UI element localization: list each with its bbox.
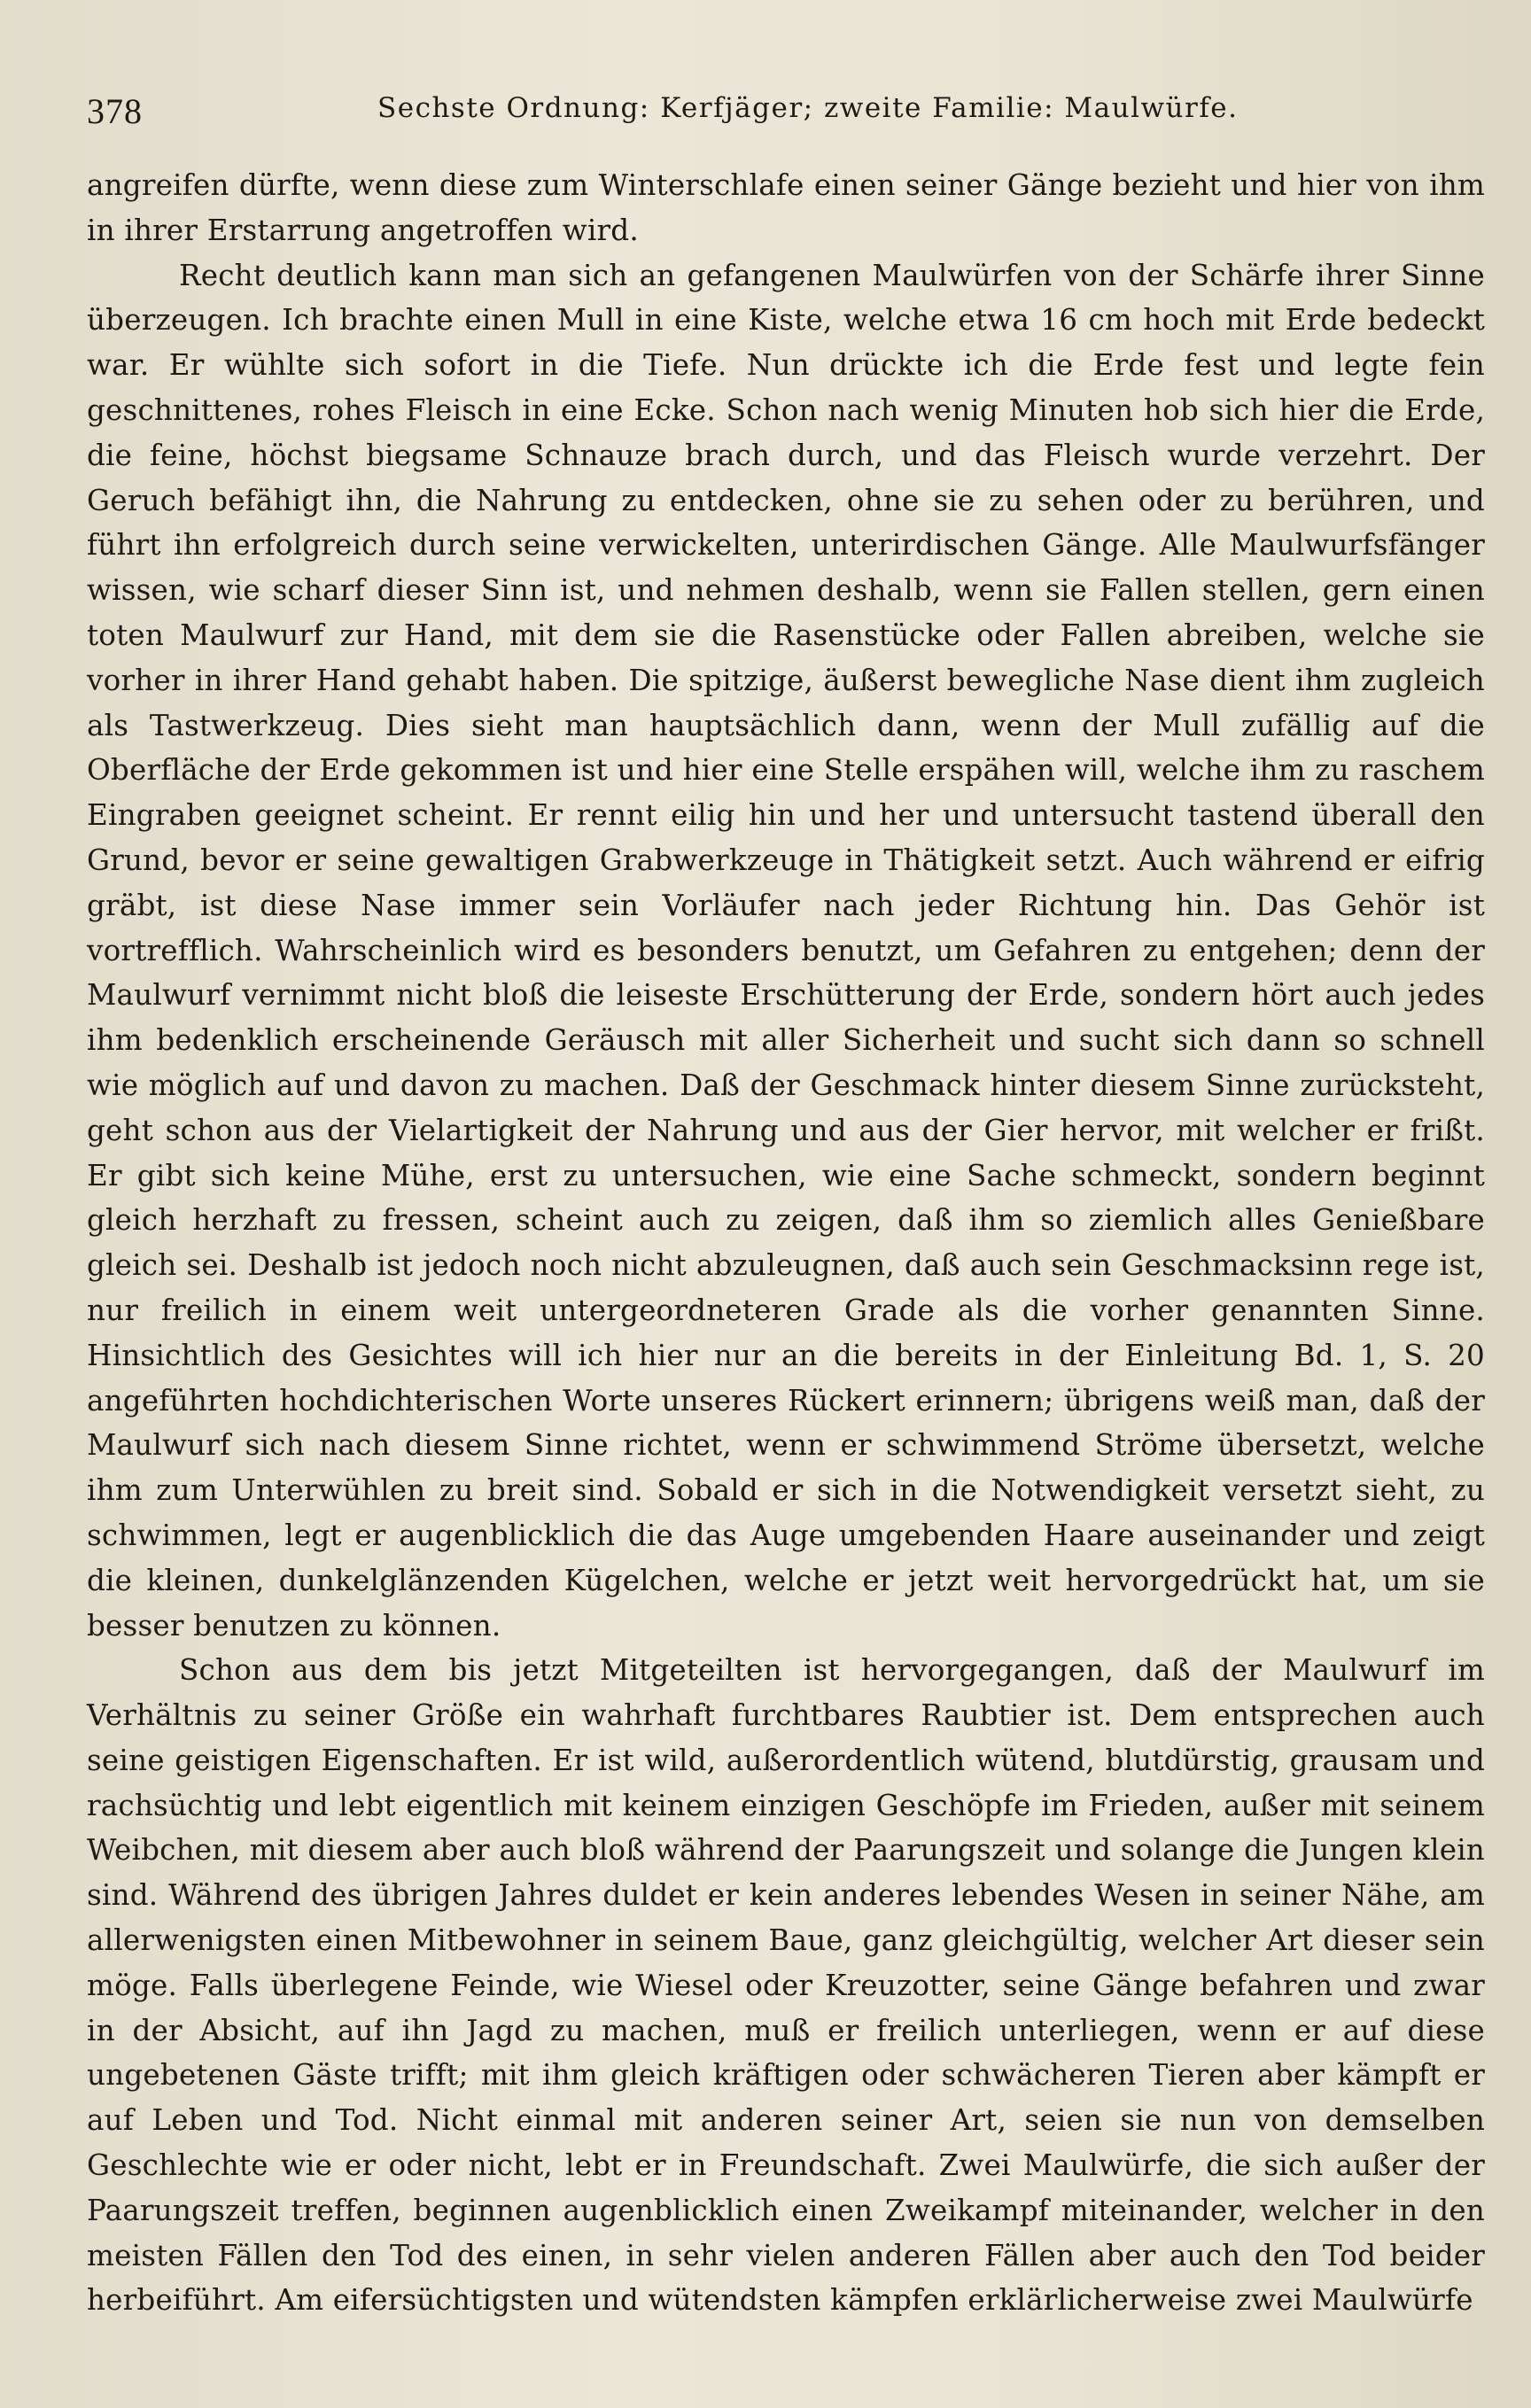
page-number: 378 <box>87 91 143 131</box>
page-header <box>87 85 1487 138</box>
paragraph-continuation: angreifen dürfte, wenn diese zum Winterschlafe einen seiner Gänge bezieht und hier von ihm in ihrer Erstarrung angetroffen wird. <box>87 168 1485 247</box>
body-text <box>87 163 1485 2323</box>
paragraph-senses: Recht deutlich kann man sich an gefangenen Maulwürfen von der Schärfe ihrer Sinne überzeugen. Ich brachte einen Mull in eine Kiste, welche etwa 16 cm hoch mit Erde bedeckt war. Er wühlte sich sofort in die Tiefe. Nun drückte ich die Erde fest und legte fein geschnittenes, rohes Fleisch in eine Ecke. Schon nach wenig Minuten hob sich hier die Erde, die feine, höchst biegsame Schnauze brach durch, und das Fleisch wurde verzehrt. Der Geruch befähigt ihn, die Nahrung zu entdecken, ohne sie zu sehen oder zu berühren, und führt ihn erfolgreich durch seine verwickelten, unterirdischen Gänge. Alle Maulwurfsfänger wissen, wie scharf dieser Sinn ist, und nehmen deshalb, wenn sie Fallen stellen, gern einen toten Maulwurf zur Hand, mit dem sie die Rasenstücke oder Fallen abreiben, welche sie vorher in ihrer Hand gehabt haben. Die spitzige, äußerst bewegliche Nase dient ihm zugleich als Tastwerkzeug. Dies sieht man hauptsächlich dann, wenn der Mull zufällig auf die Oberfläche der Erde gekommen ist und hier eine Stelle erspähen will, welche ihm zu raschem Eingraben geeignet scheint. Er rennt eilig hin und her und untersucht tastend überall den Grund, bevor er seine gewaltigen Grabwerkzeuge in Thätigkeit setzt. Auch während er eifrig gräbt, ist diese Nase immer sein Vorläufer nach jeder Richtung hin. Das Gehör ist vortrefflich. Wahrscheinlich wird es besonders benutzt, um Gefahren zu entgehen; denn der Maulwurf vernimmt nicht bloß die leiseste Erschütterung der Erde, sondern hört auch jedes ihm bedenklich erscheinende Geräusch mit aller Sicherheit und sucht sich dann so schnell wie möglich auf und davon zu machen. Daß der Geschmack hinter diesem Sinne zurücksteht, geht schon aus der Vielartigkeit der Nahrung und aus der Gier hervor, mit welcher er frißt. Er gibt sich keine Mühe, erst zu untersuchen, wie eine Sache schmeckt, sondern beginnt gleich herzhaft zu fressen, scheint auch zu zeigen, daß ihm so ziemlich alles Genießbare gleich sei. Deshalb ist jedoch noch nicht abzuleugnen, daß auch sein Geschmacksinn rege ist, nur freilich in einem weit untergeordneteren Grade als die vorher genannten Sinne. Hinsichtlich des Gesichtes will ich hier nur an die bereits in der Einleitung Bd. 1, S. 20 angeführten hochdichterischen Worte unseres Rückert erinnern; übrigens weiß man, daß der Maulwurf sich nach diesem Sinne richtet, wenn er schwimmend Ströme übersetzt, welche ihm zum Unterwühlen zu breit sind. Sobald er sich in die Notwendigkeit versetzt sieht, zu schwimmen, legt er augenblicklich die das Auge umgebenden Haare auseinander und zeigt die kleinen, dunkelglänzenden Kügelchen, welche er jetzt weit hervorgedrückt hat, um sie besser benutzen zu können. <box>87 258 1485 1643</box>
running-head: Sechste Ordnung: Kerfjäger; zweite Familie: Maulwürfe. <box>377 92 1239 124</box>
paragraph-temperament: Schon aus dem bis jetzt Mitgeteilten ist hervorgegangen, daß der Maulwurf im Verhältnis zu seiner Größe ein wahrhaft furchtbares Raubtier ist. Dem entsprechen auch seine geistigen Eigenschaften. Er ist wild, außerordentlich wütend, blutdürstig, grausam und rachsüchtig und lebt eigentlich mit keinem einzigen Geschöpfe im Frieden, außer mit seinem Weibchen, mit diesem aber auch bloß während der Paarungszeit und solange die Jungen klein sind. Während des übrigen Jahres duldet er kein anderes lebendes Wesen in seiner Nähe, am allerwenigsten einen Mitbewohner in seinem Baue, ganz gleichgültig, welcher Art dieser sein möge. Falls überlegene Feinde, wie Wiesel oder Kreuzotter, seine Gänge befahren und zwar in der Absicht, auf ihn Jagd zu machen, muß er freilich unterliegen, wenn er auf diese ungebetenen Gäste trifft; mit ihm gleich kräftigen oder schwächeren Tieren aber kämpft er auf Leben und Tod. Nicht einmal mit anderen seiner Art, seien sie nun von demselben Geschlechte wie er oder nicht, lebt er in Freundschaft. Zwei Maulwürfe, die sich außer der Paarungszeit treffen, beginnen augenblicklich einen Zweikampf miteinander, welcher in den meisten Fällen den Tod des einen, in sehr vielen anderen Fällen aber auch den Tod beider herbeiführt. Am eifersüchtigsten und wütendsten kämpfen erklärlicherweise zwei Maulwürfe <box>87 1653 1485 2318</box>
